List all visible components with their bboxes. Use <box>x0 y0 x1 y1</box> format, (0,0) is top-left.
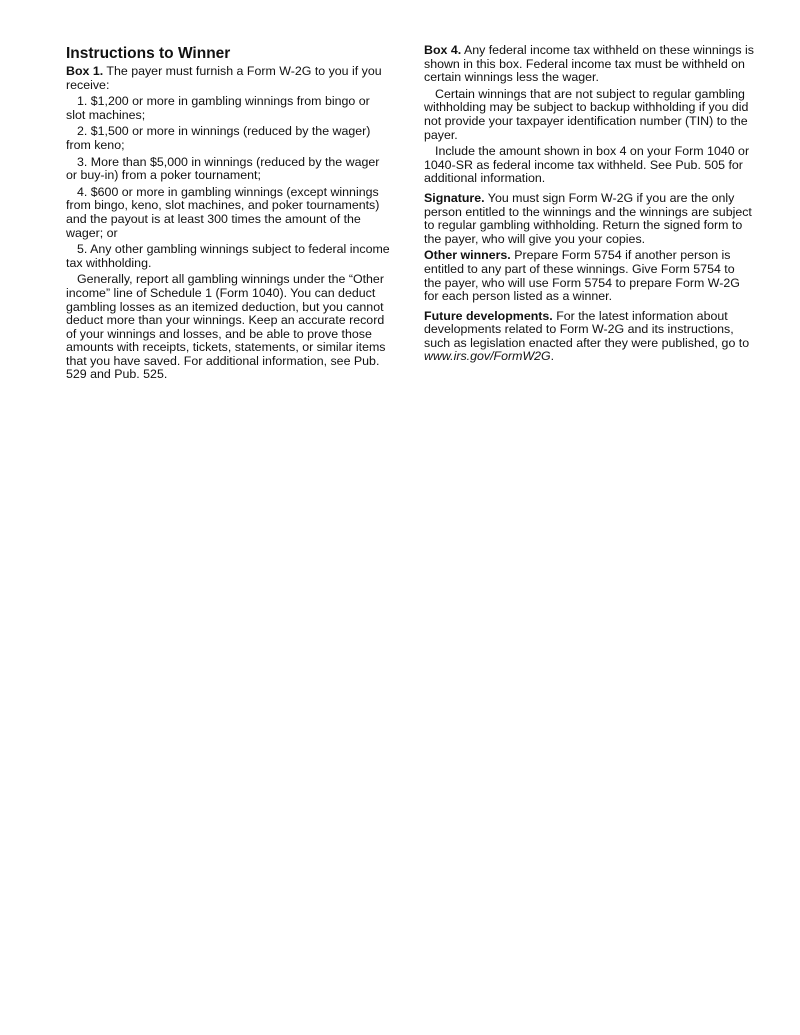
list-item: 1. $1,200 or more in gambling winnings from bingo or slot machines; <box>66 94 370 122</box>
page-title: Instructions to Winner <box>66 45 231 62</box>
other-winners-paragraph <box>424 249 754 303</box>
other-winners-text: Prepare Form 5754 if another person is entitled to any part of these winnings. Give Form 5754 to the payer, who will use Form 5754 to prepare Form W-2G for each person listed as a winner. <box>424 248 740 304</box>
list-item: 5. Any other gambling winnings subject to federal income tax withholding. <box>66 242 390 270</box>
right-column <box>424 44 754 367</box>
future-developments-label: Future developments. <box>424 308 553 323</box>
box1-label: Box 1. <box>66 64 104 78</box>
box1-paragraph <box>66 65 392 92</box>
backup-withholding-paragraph: Certain winnings that are not subject to regular gambling withholding may be subject to backup withholding if you did not provide your taxpayer identification number (TIN) to the payer. <box>424 86 749 142</box>
list-item: 3. More than $5,000 in winnings (reduced by the wager or buy-in) from a poker tournament; <box>66 154 380 183</box>
future-developments-paragraph <box>424 310 754 364</box>
signature-text: You must sign Form W-2G if you are the only person entitled to the winnings and the winnings are subject to regular gambling withholding. Return the signed form to the payer, who will give you your copies. <box>424 190 752 246</box>
box4-label: Box 4. <box>424 43 462 57</box>
future-developments-text: For the latest information about developments related to Form W-2G and its instructions, such as legislation enacted after they were published, go to <box>424 308 750 350</box>
box4-paragraph <box>424 44 754 85</box>
irs-url-link[interactable]: www.irs.gov/FormW2G <box>424 349 551 364</box>
box4-text: Any federal income tax withheld on these winnings is shown in this box. Federal income tax must be withheld on certain winnings less the wager. <box>424 43 754 85</box>
signature-label: Signature. <box>424 190 485 205</box>
left-column <box>66 44 392 385</box>
list-item: 2. $1,500 or more in winnings (reduced by the wager) from keno; <box>66 124 371 152</box>
other-winners-label: Other winners. <box>424 248 511 263</box>
include-amount-paragraph: Include the amount shown in box 4 on your Form 1040 or 1040-SR as federal income tax withheld. See Pub. 505 for additional information. <box>424 144 750 186</box>
future-developments-end: . <box>550 349 555 364</box>
list-item: 4. $600 or more in gambling winnings (except winnings from bingo, keno, slot machines, and poker tournaments) and the payout is at least 300 times the amount of the wager; or <box>66 184 380 240</box>
signature-paragraph <box>424 192 754 246</box>
box1-text: The payer must furnish a Form W-2G to you if you receive: <box>66 64 382 92</box>
general-paragraph: Generally, report all gambling winnings under the “Other income” line of Schedule 1 (Form 1040). You can deduct gambling losses as an itemized deduction, but you cannot deduct more than your winnings. Keep an accurate record of your winnings and losses, and be able to prove those amounts with receipts, tickets, statements, or similar items that you have saved. For additional information, see Pub. 529 and Pub. 525. <box>66 272 386 382</box>
